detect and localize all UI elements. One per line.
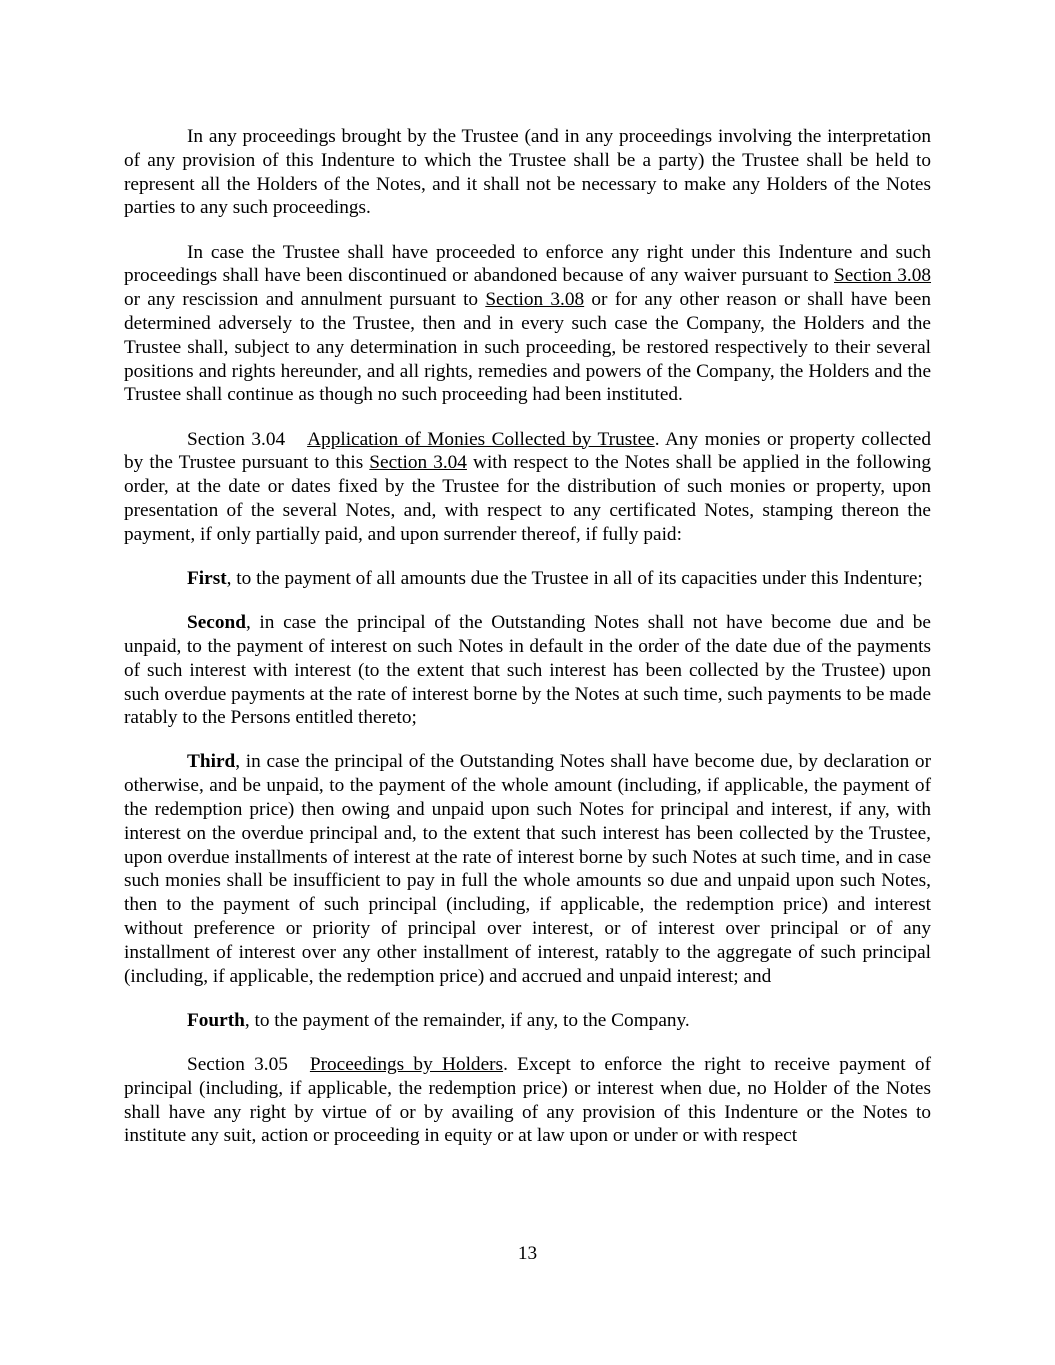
paragraph-proceedings-by-trustee: In any proceedings brought by the Trustee (and in any proceedings involving the interpretation of any provision of this Indenture to which the Trustee shall be a party) the Trustee shall be held to represent all the Holders of the Notes, and it shall not be necessary to make any Holders of the Notes parties to any such proceedings. xyxy=(124,126,931,219)
section-3-05 xyxy=(124,1053,931,1148)
section-heading: Application of Monies Collected by Trustee xyxy=(307,428,655,450)
document-body xyxy=(124,125,931,1169)
text-segment: . Except to enforce the right to receive payment of principal (including, if applicable, the redemption price) or interest when due, no Holder of the Notes shall have any right by virtue of or by availing of any provision of this Indenture or the Notes to institute any suit, action or proceeding in equity or at law upon or under or with respect xyxy=(124,1054,931,1147)
text-segment: , in case the principal of the Outstanding Notes shall have become due, by declaration or otherwise, and be unpaid, to the payment of the whole amount (including, if applicable, the payment of the redemption price) then owing and unpaid upon such Notes for principal and interest, if any, with interest on the overdue principal and, to the extent that such interest has been collected by the Trustee, upon overdue installments of interest at the rate of interest borne by such Notes at such time, and in case such monies shall be insufficient to pay in full the whole amounts so due and unpaid upon such Notes, then to the payment of such principal (including, if applicable, the redemption price) and interest without preference or priority of principal over interest, or of interest over principal or of any installment of interest over any other installment of interest, ratably to the aggregate of such principal (including, if applicable, the redemption price) and accrued and unpaid interest; and xyxy=(124,751,931,987)
section-3-04 xyxy=(124,428,931,547)
paragraph-restoration xyxy=(124,241,931,408)
priority-fourth xyxy=(124,1009,931,1033)
text-segment: , to the payment of all amounts due the Trustee in all of its capacities under this Indenture; xyxy=(226,567,923,589)
priority-third xyxy=(124,750,931,988)
text-segment: , in case the principal of the Outstanding Notes shall not have become due and be unpaid, to the payment of interest on such Notes in default in the order of the date due of the payments of such interest with interest (to the extent that such interest has been collected by the Trustee) upon such overdue payments at the rate of interest borne by the Notes at such time, such payments to be made ratably to the Persons entitled thereto; xyxy=(124,612,931,729)
section-reference-link[interactable]: Section 3.08 xyxy=(833,265,932,287)
text-segment: or for any other reason or shall have been determined adversely to the Trustee, then and in every such case the Company, the Holders and the Trustee shall, subject to any determination in such proceeding, be restored respectively to their several positions and rights hereunder, and all rights, remedies and powers of the Company, the Holders and the Trustee shall continue as though no such proceeding had been instituted. xyxy=(124,289,931,406)
priority-label: Third xyxy=(187,751,236,773)
section-reference-link[interactable]: Section 3.08 xyxy=(485,289,585,311)
section-number: Section 3.05 xyxy=(187,1054,288,1076)
priority-label: First xyxy=(187,567,227,589)
priority-label: Fourth xyxy=(187,1009,245,1031)
priority-second xyxy=(124,611,931,730)
text-segment: . Any monies or property collected by the Trustee pursuant to this xyxy=(124,428,932,474)
text-segment: or any rescission and annulment pursuant to xyxy=(124,289,486,311)
section-number: Section 3.04 xyxy=(187,428,286,450)
text-segment: In case the Trustee shall have proceeded to enforce any right under this Indenture and such proceedings shall have been discontinued or abandoned because of any waiver pursuant to xyxy=(124,241,931,287)
page-number: 13 xyxy=(517,1243,538,1264)
text-segment: with respect to the Notes shall be applied in the following order, at the date or dates fixed by the Trustee for the distribution of such monies or property, upon presentation of the several Notes, and, with respect to any certificated Notes, stamping thereon the payment, if only partially paid, and upon surrender thereof, if fully paid: xyxy=(124,452,931,545)
priority-first xyxy=(124,567,931,591)
section-heading: Proceedings by Holders xyxy=(309,1054,504,1076)
priority-label: Second xyxy=(187,612,246,634)
text-segment: , to the payment of the remainder, if any, to the Company. xyxy=(244,1009,690,1031)
section-reference-link[interactable]: Section 3.04 xyxy=(369,452,467,474)
